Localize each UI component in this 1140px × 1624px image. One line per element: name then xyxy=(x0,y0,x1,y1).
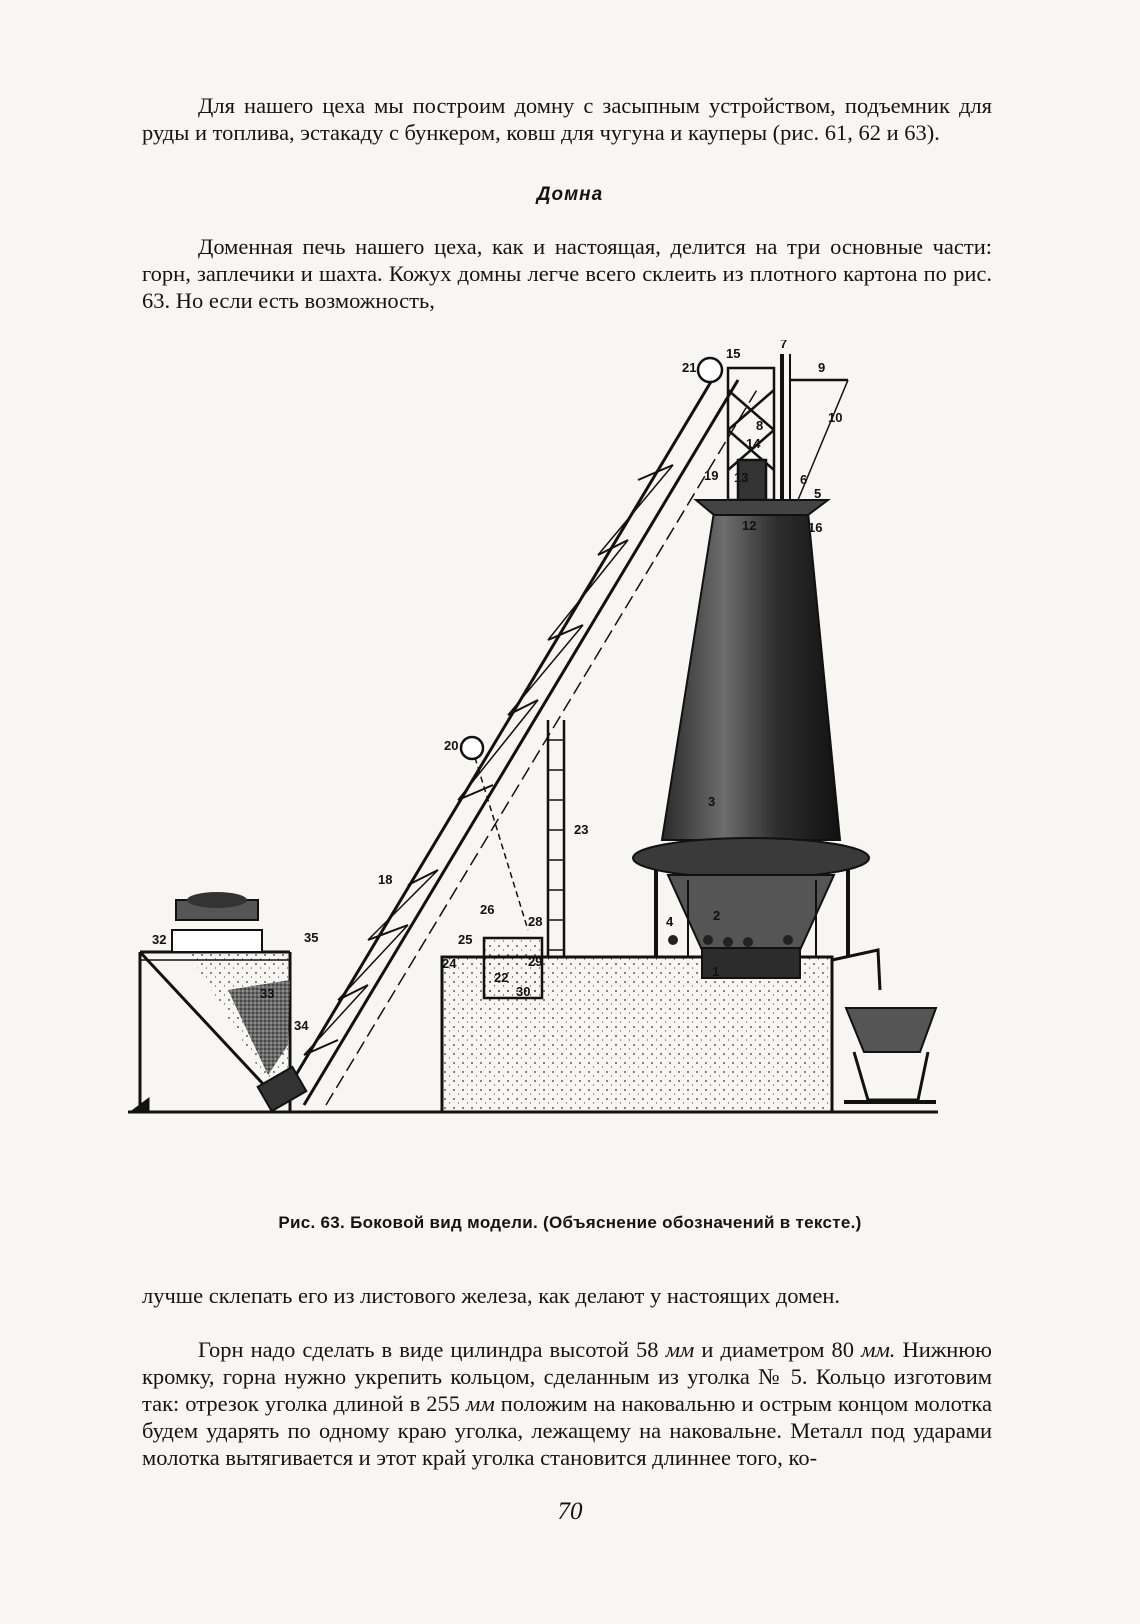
label-2: 2 xyxy=(713,908,721,923)
p4-part-b: и диаметром 80 xyxy=(694,1337,862,1362)
label-15: 15 xyxy=(726,346,741,361)
label-5: 5 xyxy=(814,486,822,501)
unit-mm-3: мм xyxy=(465,1391,495,1416)
label-32: 32 xyxy=(152,932,167,947)
section-heading: Домна xyxy=(536,184,604,205)
ladle-stand xyxy=(854,1052,928,1100)
iron-ladle xyxy=(846,1008,936,1052)
p4-part-a: Горн надо сделать в виде цилиндра высотой 58 xyxy=(198,1337,666,1362)
pulley-20 xyxy=(461,737,483,759)
page-number: 70 xyxy=(557,1498,583,1525)
pouring-trough xyxy=(832,950,880,990)
label-25: 25 xyxy=(458,932,473,947)
label-35: 35 xyxy=(304,930,319,945)
paragraph-furnace-parts: Доменная печь нашего цеха, как и настоящая, делится на три основные части: горн, заплечики и шахта. Кожух домны легче всего склеить из плотного картона по рис. 63. Но если есть возможность, xyxy=(142,234,992,313)
label-16: 16 xyxy=(808,520,823,535)
label-34: 34 xyxy=(294,1018,309,1033)
furnace-top-cone xyxy=(696,500,828,515)
label-8: 8 xyxy=(756,418,764,433)
label-12: 12 xyxy=(742,518,757,533)
bunker-lid-load xyxy=(187,892,247,908)
p4-part-d: положим на наковальню и острым концом молотка будем ударять по одному краю уголка, лежащему на наковальне. Металл под ударами молотка вытягивается и этот край уголка становится длиннее того, ко- xyxy=(142,1391,993,1470)
paragraph-hearth xyxy=(142,1336,992,1471)
bosh-ring xyxy=(633,838,869,878)
label-22: 22 xyxy=(494,970,509,985)
unit-mm-2: мм. xyxy=(861,1337,896,1362)
label-4: 4 xyxy=(666,914,674,929)
pulley-21 xyxy=(698,358,722,382)
label-19: 19 xyxy=(704,468,719,483)
figure-side-view-model xyxy=(128,340,948,1160)
label-21: 21 xyxy=(682,360,697,375)
label-30: 30 xyxy=(516,984,531,999)
paragraph-riveting: лучше склепать его из листового железа, как делают у настоящих домен. xyxy=(142,1283,841,1308)
label-18: 18 xyxy=(378,872,393,887)
label-33: 33 xyxy=(260,986,275,1001)
label-13: 13 xyxy=(734,470,749,485)
paragraph-intro: Для нашего цеха мы построим домну с засыпным устройством, подъемник для руды и топлива, эстакаду с бункером, ковш для чугуна и кауперы (рис. 61, 62 и 63). xyxy=(142,93,992,145)
unit-mm-1: мм xyxy=(665,1337,695,1362)
label-9: 9 xyxy=(818,360,826,375)
bunker-top-frame xyxy=(172,930,262,952)
label-6: 6 xyxy=(800,472,808,487)
ladder xyxy=(548,720,564,957)
label-23: 23 xyxy=(574,822,589,837)
figure-caption: Рис. 63. Боковой вид модели. (Объяснение обозначений в тексте.) xyxy=(278,1213,862,1232)
label-14: 14 xyxy=(746,436,761,451)
label-3: 3 xyxy=(708,794,716,809)
label-26: 26 xyxy=(480,902,495,917)
label-20: 20 xyxy=(444,738,459,753)
label-24: 24 xyxy=(442,956,457,971)
label-10: 10 xyxy=(828,410,843,425)
label-28: 28 xyxy=(528,914,543,929)
furnace-shaft xyxy=(662,512,840,840)
label-29: 29 xyxy=(528,954,543,969)
label-7: 7 xyxy=(780,340,788,351)
label-1: 1 xyxy=(712,964,720,979)
p4-part-c: Нижнюю кромку, горна нужно укрепить кольцом, сделанным из уголка № 5. Кольцо изготовим так: отрезок уголка длиной в 255 xyxy=(142,1337,992,1416)
